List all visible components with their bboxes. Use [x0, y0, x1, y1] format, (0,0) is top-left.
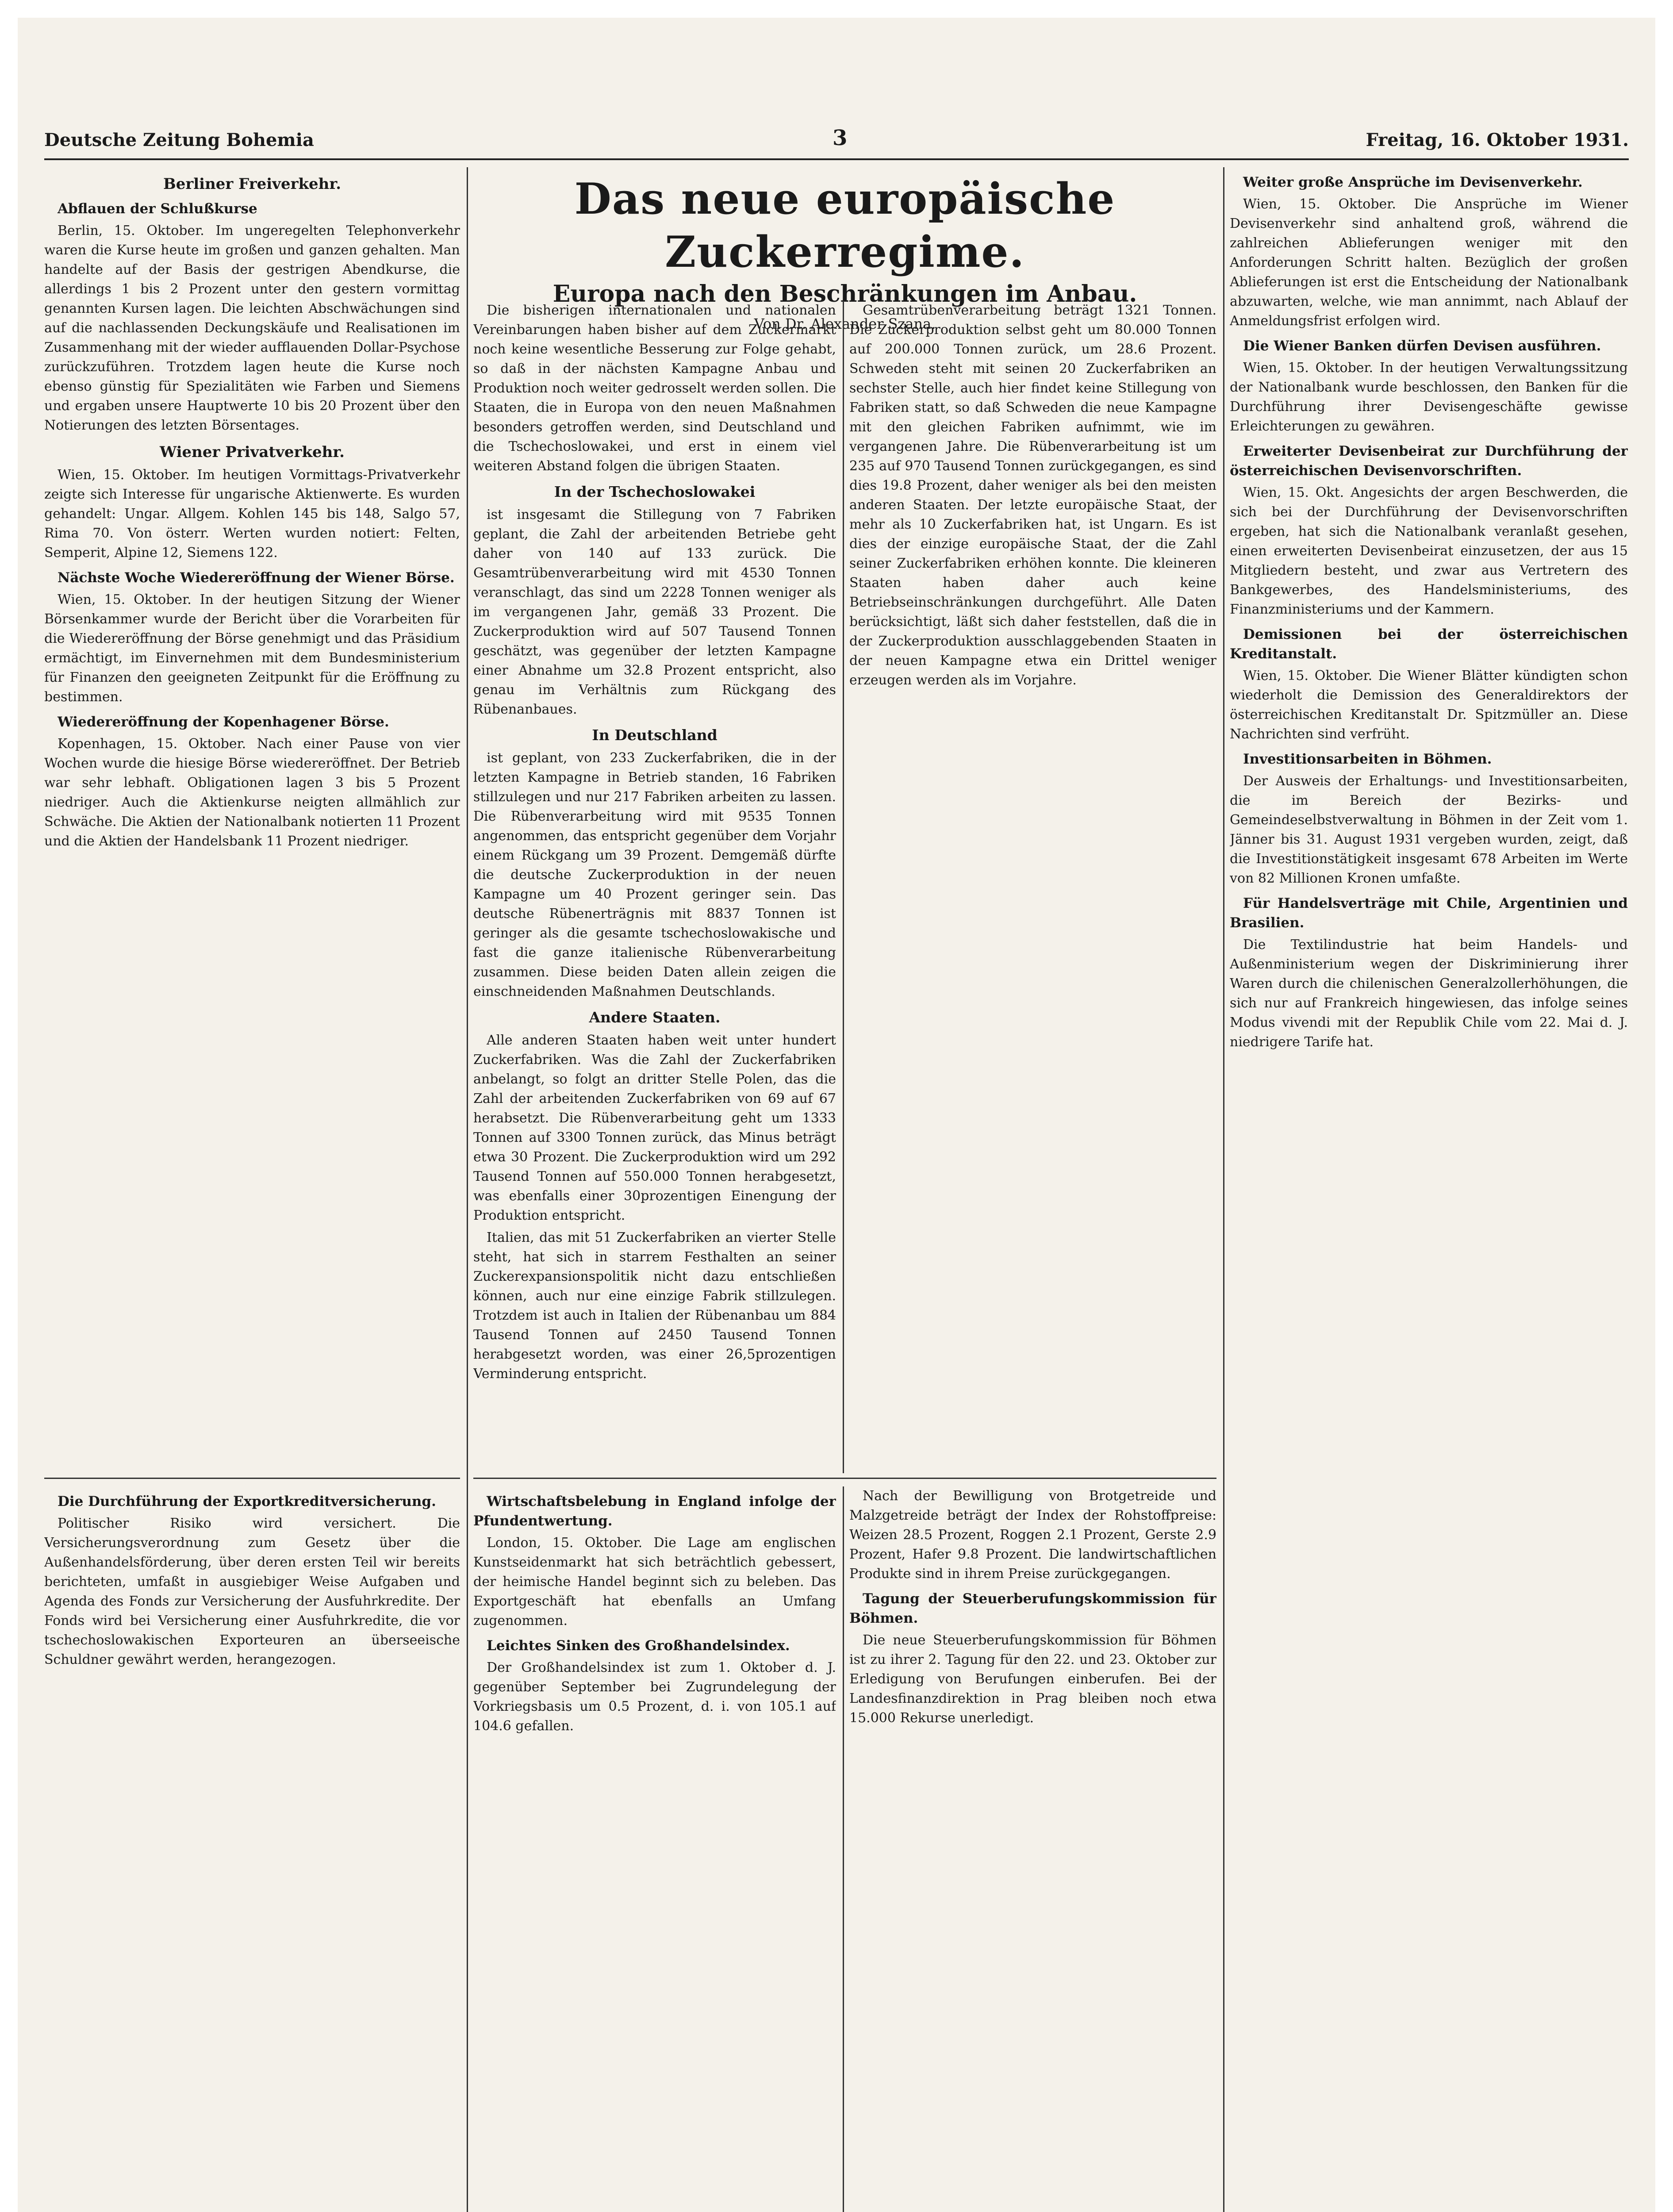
- column-rule: [843, 301, 844, 1473]
- article-title: Das neue europäische Zuckerregime.: [574, 174, 1116, 277]
- bottom-column-3: [849, 1486, 1216, 2212]
- article-text: Alle anderen Staaten haben weit unter hundert Zuckerfabriken. Was die Zahl der Zuckerfabriken anbelangt, so folgt an dritter Stelle Polen, das die Zahl der arbeitenden Zuckerfabriken von 69 auf 67 herabsetzt. Die Rübenverarbeitung geht um 1333 Tonnen auf 3300 Tonnen zurück, das Minus beträgt etwa 30 Prozent. Die Zuckerproduktion wird um 292 Tausend Tonnen auf 550.000 Tonnen herabgesetzt, was ebenfalls einer 30prozentigen Einengung der Produktion entspricht.: [473, 1033, 836, 1223]
- right-column: [1230, 167, 1628, 2212]
- sub-heading: Leichtes Sinken des Großhandelsindex.: [487, 1638, 790, 1654]
- section-heading: Wiener Privatverkehr.: [160, 443, 345, 461]
- article-text: Die Textilindustrie hat beim Handels- und Außenministerium wegen der Diskriminierung ihrer Waren durch die chilenischen Generalzollerhöhungen, die sich nur auf Frankreich hingewiesen, das infolge seines Modus vivendi mit der Republik Chile vom 22. Mai d. J. niedrigere Tarife hat.: [1230, 937, 1628, 1050]
- article-text: Kopenhagen, 15. Oktober. Nach einer Pause von vier Wochen wurde die hiesige Börse wiedereröffnet. Der Betrieb war sehr lebhaft. Obligationen lagen 3 bis 5 Prozent niedriger. Auch die Aktienkurse neigten allmählich zur Schwäche. Die Aktien der Nationalbank notierten 11 Prozent und die Aktien der Handelsbank 11 Prozent niedriger.: [44, 736, 460, 849]
- article-text: Wien, 15. Oktober. Die Ansprüche im Wiener Devisenverkehr sind anhaltend groß, während die zahlreichen Ablieferungen weniger mit den Anforderungen Schritt halten. Bezüglich der großen Ablieferungen ist erst die Entscheidung der Nationalbank abzuwarten, welche, wie man annimmt, nach Ablauf der Anmeldungsfrist erfolgen wird.: [1230, 196, 1628, 329]
- article-intro: Die bisherigen internationalen und nationalen Vereinbarungen haben bisher auf dem Zuckermarkt noch keine wesentliche Besserung zur Folge gehabt, so daß in der nächsten Kampagne Anbau und Produktion noch weiter gedrosselt werden sollen. Die Staaten, die in Europa von den neuen Maßnahmen besonders getroffen werden, sind Deutschland und die Tschechoslowakei, und erst in einem viel weiteren Abstand folgen die übrigen Staaten.: [473, 303, 836, 474]
- sub-heading: Demissionen bei der österreichischen Kreditanstalt.: [1230, 626, 1628, 662]
- sub-heading: Erweiterter Devisenbeirat zur Durchführung der österreichischen Devisenvorschriften.: [1230, 443, 1628, 479]
- article-column-1: [473, 301, 836, 1473]
- article-text: Der Großhandelsindex ist zum 1. Oktober d. J. gegenüber September bei Zugrundelegung der Vorkriegsbasis um 0.5 Prozent, d. i. von 105.1 auf 104.6 gefallen.: [473, 1660, 836, 1734]
- article-text: Berlin, 15. Oktober. Im ungeregelten Telephonverkehr waren die Kurse heute im großen und ganzen gehalten. Man handelte auf der Basis der gestrigen Abendkurse, die allerdings 1 bis 2 Prozent unter den gestern vormittag genannten Kursen lagen. Die leichten Abschwächungen sind auf die nachlassenden Deckungskäufe und Realisationen im Zusammenhang mit der wieder aufflauenden Dollar-Psychose zurückzuführen. Trotzdem lagen heute die Kurse noch ebenso günstig für Spezialitäten wie Farben und Siemens und ergaben unsere Hauptwerte 10 bis 20 Prozent über den Notierungen des letzten Börsentages.: [44, 223, 460, 433]
- section-heading: In Deutschland: [592, 726, 718, 744]
- sub-heading: Die Durchführung der Exportkreditversicherung.: [58, 1494, 436, 1509]
- paper-name: Deutsche Zeitung Bohemia: [44, 130, 314, 150]
- article-text: Wien, 15. Okt. Angesichts der argen Beschwerden, die sich bei der Durchführung der Devisenvorschriften ergeben, hat sich die Nationalbank veranlaßt gesehen, einen erweiterten Devisenbeirat einzusetzen, der aus 15 Mitgliedern besteht, und zwar aus Vertretern des Bankgewerbes, des Handelsministeriums, des Finanzministeriums und der Kammern.: [1230, 485, 1628, 617]
- article-text: ist geplant, von 233 Zuckerfabriken, die in der letzten Kampagne in Betrieb standen, 16 Fabriken stillzulegen und nur 217 Fabriken arbeiten zu lassen. Die Rübenverarbeitung wird mit 9535 Tonnen angenommen, das entspricht gegenüber dem Vorjahr einem Rückgang um 39 Prozent. Demgemäß dürfte die deutsche Zuckerproduktion in der neuen Kampagne um 40 Prozent geringer sein. Das deutsche Rübenerträgnis mit 8837 Tonnen ist geringer als die gesamte tschechoslowakische und fast die ganze italienische Rübenverarbeitung zusammen. Diese beiden Daten allein zeigen die einschneidenden Maßnahmen Deutschlands.: [473, 750, 836, 999]
- sub-heading: Weiter große Ansprüche im Devisenverkehr.: [1243, 174, 1583, 190]
- article-text: Italien, das mit 51 Zuckerfabriken an vierter Stelle steht, hat sich in starrem Festhalten an seiner Zuckerexpansionspolitik nicht dazu entschließen können, auch nur eine einzige Fabrik stillzulegen. Trotzdem ist auch in Italien der Rübenanbau um 884 Tausend Tonnen auf 2450 Tausend Tonnen herabgesetzt worden, was einer 26,5prozentigen Verminderung entspricht.: [473, 1230, 836, 1382]
- article-text: Der Ausweis der Erhaltungs- und Investitionsarbeiten, die im Bereich der Bezirks- und Gemeindeselbstverwaltung in Böhmen in der Zeit vom 1. Jänner bis 31. August 1931 vergeben wurden, zeigt, daß die Investitionstätigkeit insgesamt 678 Arbeiten im Werte von 82 Millionen Kronen umfaßte.: [1230, 773, 1628, 886]
- article-text: Gesamtrübenverarbeitung beträgt 1321 Tonnen. Die Zuckerproduktion selbst geht um 80.000 Tonnen auf 200.000 Tonnen zurück, um 28.6 Prozent. Schweden steht mit seinen 20 Zuckerfabriken an sechster Stelle, auch hier findet keine Stillegung von Fabriken statt, so daß Schweden die neue Kampagne mit den gleichen Fabriken aufnimmt, wie im vergangenen Jahre. Die Rübenverarbeitung ist um 235 auf 970 Tausend Tonnen zurückgegangen, es sind dies 19.8 Prozent, daher weniger als bei den meisten anderen Staaten. Der letzte europäische Staat, der mehr als 10 Zuckerfabriken hat, ist Ungarn. Es ist dies der einzige europäische Staat, der die Zahl seiner Zuckerfabriken erhöhen konnte. Die kleineren Staaten haben daher auch keine Betriebseinschränkungen durchgeführt. Alle Daten berücksichtigt, läßt sich daher feststellen, daß die in der Zuckerproduktion ausschlaggebenden Staaten in der neuen Kampagne etwa ein Drittel weniger erzeugen werden als im Vorjahre.: [849, 303, 1216, 688]
- article-column-2: [849, 301, 1216, 1473]
- sub-heading: Nächste Woche Wiedereröffnung der Wiener Börse.: [58, 570, 455, 586]
- section-heading: Andere Staaten.: [589, 1009, 721, 1026]
- sub-heading: Tagung der Steuerberufungskommission für Böhmen.: [849, 1591, 1216, 1626]
- bottom-column-2: [473, 1486, 836, 2212]
- page-number: 3: [832, 126, 848, 150]
- article-text: Wien, 15. Oktober. In der heutigen Sitzung der Wiener Börsenkammer wurde der Bericht über die Vorarbeiten für die Wiedereröffnung der Börse genehmigt und das Präsidium ermächtigt, im Einvernehmen mit dem Bundesministerium für Finanzen den geeigneten Zeitpunkt für die Eröffnung zu bestimmen.: [44, 592, 460, 705]
- article-end-rule: [473, 1478, 1216, 1479]
- section-heading: Berliner Freiverkehr.: [163, 175, 342, 193]
- column-rule: [843, 1486, 844, 2212]
- article-byline: Von Dr. Alexander Szana.: [754, 315, 936, 332]
- header-rule: [44, 158, 1629, 160]
- column-rule: [467, 167, 468, 2212]
- article-text: Politischer Risiko wird versichert. Die Versicherungsverordnung zum Gesetz über die Außenhandelsförderung, über deren ersten Teil wir bereits berichteten, umfaßt in ausgiebiger Weise Aufgaben und Agenda des Fonds zur Versicherung der Ausfuhrkredite. Der Fonds wird bei Versicherung einer Ausfuhrkredite, die vor tschechoslowakischen Exporteuren an überseeische Schuldner gewährt werden, herangezogen.: [44, 1516, 460, 1667]
- article-text: Die neue Steuerberufungskommission für Böhmen ist zu ihrer 2. Tagung für den 22. und 23. Oktober zur Erledigung von Berufungen einberufen. Bei der Landesfinanzdirektion in Prag bleiben noch etwa 15.000 Rekurse unerledigt.: [849, 1632, 1216, 1726]
- left-column: [44, 167, 460, 1468]
- section-heading: In der Tschechoslowakei: [554, 483, 756, 500]
- sub-heading: Wirtschaftsbelebung in England infolge der Pfundentwertung.: [473, 1494, 836, 1529]
- column-rule: [1223, 167, 1224, 2212]
- article-text: Wien, 15. Oktober. Im heutigen Vormittags-Privatverkehr zeigte sich Interesse für ungarische Aktienwerte. Es wurden gehandelt: Ungar. Allgem. Kohlen 145 bis 148, Salgo 57, Rima 70. Von österr. Werten wurden notiert: Felten, Semperit, Alpine 12, Siemens 122.: [44, 467, 460, 561]
- issue-date: Freitag, 16. Oktober 1931.: [1366, 130, 1629, 150]
- article-text: London, 15. Oktober. Die Lage am englischen Kunstseidenmarkt hat sich beträchtlich gebessert, der heimische Handel beginnt sich zu beleben. Das Exportgeschäft hat ebenfalls an Umfang zugenommen.: [473, 1535, 836, 1628]
- sub-heading: Die Wiener Banken dürfen Devisen ausführen.: [1243, 338, 1601, 354]
- sub-heading: Investitionsarbeiten in Böhmen.: [1243, 751, 1492, 767]
- article-text: Wien, 15. Oktober. Die Wiener Blätter kündigten schon wiederholt die Demission des Generaldirektors der österreichischen Kreditanstalt Dr. Spitzmüller an. Diese Nachrichten sind verfrüht.: [1230, 668, 1628, 742]
- article-text: Nach der Bewilligung von Brotgetreide und Malzgetreide beträgt der Index der Rohstoffpreise: Weizen 28.5 Prozent, Roggen 2.1 Prozent, Gerste 2.9 Prozent, Hafer 9.8 Prozent. Die landwirtschaftlichen Produkte sind in ihrem Preise zurückgegangen.: [849, 1488, 1216, 1582]
- page-header: [44, 119, 1629, 150]
- sub-heading: Abflauen der Schlußkurse: [58, 201, 257, 217]
- newspaper-page: [18, 18, 1655, 2212]
- bottom-column-1: [44, 1486, 460, 2212]
- article-text: Wien, 15. Oktober. In der heutigen Verwaltungssitzung der Nationalbank wurde beschlossen, den Banken für die Durchführung ihrer Devisengeschäfte gewisse Erleichterungen zu gewähren.: [1230, 360, 1628, 434]
- sub-heading: Für Handelsverträge mit Chile, Argentinien und Brasilien.: [1230, 895, 1628, 931]
- sub-heading: Wiedereröffnung der Kopenhagener Börse.: [58, 714, 389, 730]
- article-subtitle: Europa nach den Beschränkungen im Anbau.: [553, 280, 1137, 307]
- section-rule: [44, 1478, 460, 1479]
- article-text: ist insgesamt die Stillegung von 7 Fabriken geplant, die Zahl der arbeitenden Betriebe geht daher von 140 auf 133 zurück. Die Gesamtrübenverarbeitung wird mit 4530 Tonnen veranschlagt, das sind um 2228 Tonnen weniger als im vergangenen Jahr, gemäß 33 Prozent. Die Zuckerproduktion wird auf 507 Tausend Tonnen geschätzt, was gegenüber der letzten Kampagne einer Abnahme um 32.8 Prozent entspricht, also genau im Verhältnis zum Rückgang des Rübenanbaues.: [473, 507, 836, 717]
